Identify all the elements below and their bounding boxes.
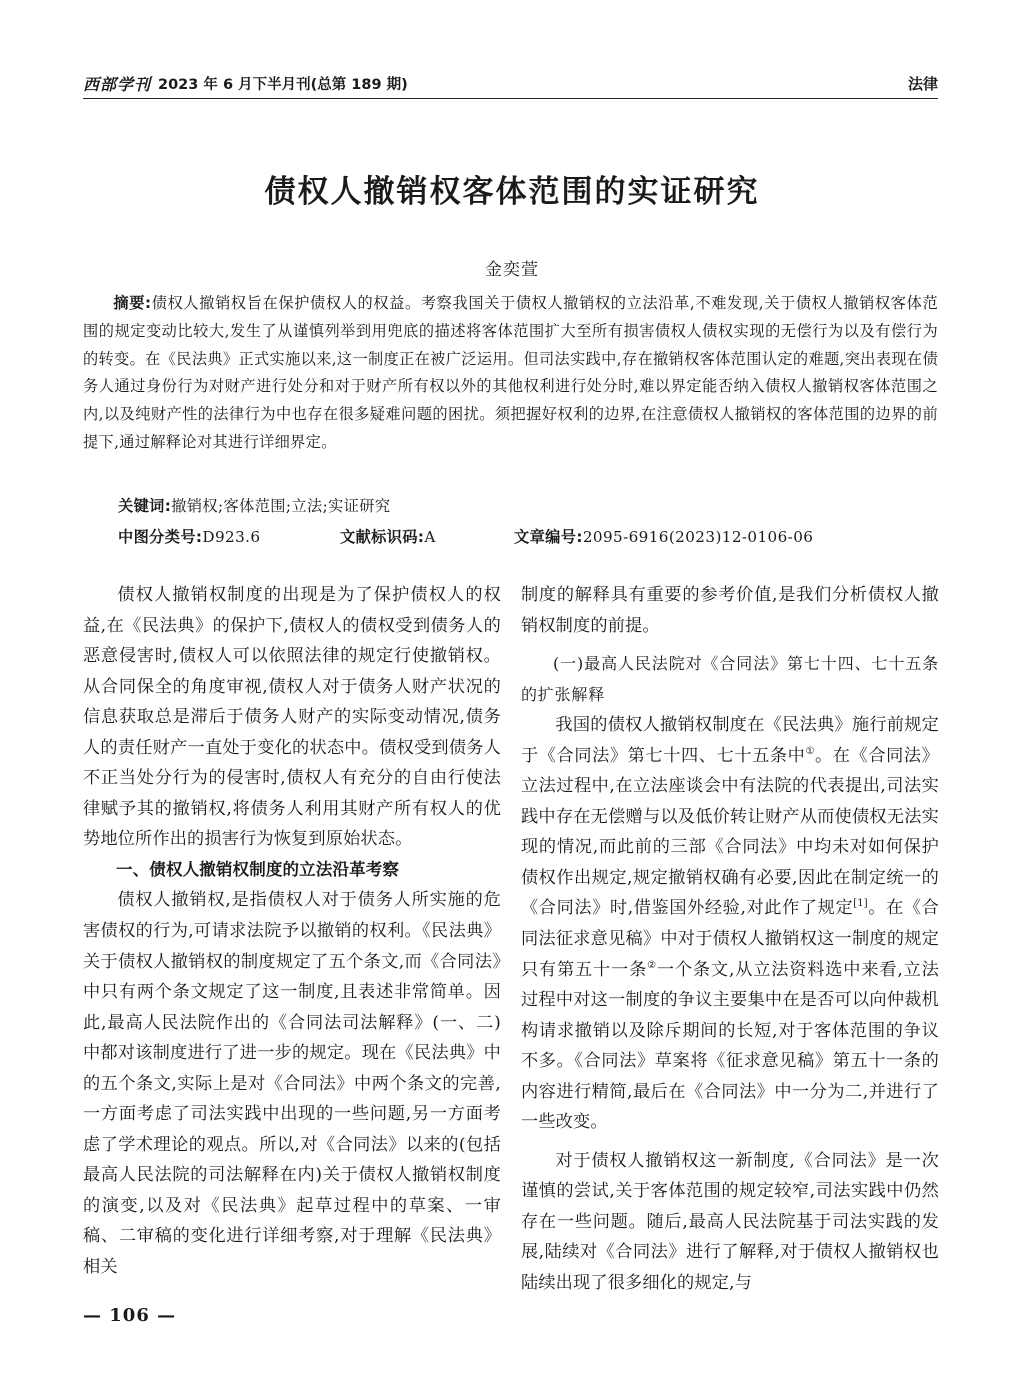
reference-marker-1: [1] (853, 898, 868, 910)
issue-info: 2023 年 6 月下半月刊(总第 189 期) (158, 77, 408, 93)
paragraph-3-text-d: 一个条文,从立法资料选中来看,立法过程中对这一制度的争议主要集中在是否可以向仲裁机构请求撤销以及除斥期间的长短,对于客体范围的争议不多。《合同法》草案将《征求意见稿》第五十一条的内容进行精简,最后在《合同法》中一分为二,并进行了一些改变。 (521, 959, 939, 1133)
classification-label: 中图分类号: (118, 528, 203, 546)
paragraph-3-text-c: 。在《合同法征求意见稿》中对于债权人撤销权这一制度的规定只有第五十一条 (521, 898, 939, 980)
classification-number (118, 525, 260, 549)
abstract-text: 债权人撤销权旨在保护债权人的权益。考察我国关于债权人撤销权的立法沿革,不难发现,关于债权人撤销权客体范围的规定变动比较大,发生了从谨慎列举到用兜底的描述将客体范围扩大至所有损害债权人债权实现的无偿行为以及有偿行为的转变。在《民法典》正式实施以来,这一制度正在被广泛运用。但司法实践中,存在撤销权客体范围认定的难题,突出表现在债务人通过身份行为对财产进行处分和对于财产所有权以外的其他权利进行处分时,难以界定能否纳入债权人撤销权客体范围之内,以及纯财产性的法律行为中也存在很多疑难问题的困扰。须把握好权利的边界,在注意债权人撤销权的客体范围的边界的前提下,通过解释论对其进行详细界定。 (83, 294, 939, 451)
body-paragraph-2: 债权人撤销权,是指债权人对于债务人所实施的危害债权的行为,可请求法院予以撤销的权利。《民法典》关于债权人撤销权的制度规定了五个条文,而《合同法》中只有两个条文规定了这一制度,且表述非常简单。因此,最高人民法院作出的《合同法司法解释》(一、二)中都对该制度进行了进一步的规定。现在《民法典》中的五个条文,实际上是对《合同法》中两个条文的完善,一方面考虑了司法实践中出现的一些问题,另一方面考虑了学术理论的观点。所以,对《合同法》以来的(包括最高人民法院的司法解释在内)关于债权人撤销权制度的演变,以及对《民法典》起草过程中的草案、一审稿、二审稿的变化进行详细考察,对于理解《民法典》相关 (83, 890, 501, 1278)
abstract-label: 摘要: (113, 294, 152, 312)
article-number-value: 2095-6916(2023)12-0106-06 (582, 528, 814, 546)
abstract (83, 290, 938, 457)
header-divider (83, 98, 938, 99)
body-paragraph-1: 债权人撤销权制度的出现是为了保护债权人的权益,在《民法典》的保护下,债权人的债权受到债务人的恶意侵害时,债权人可以依照法律的规定行使撤销权。从合同保全的角度审视,债权人对于债务人财产状况的信息获取总是滞后于债务人财产的实际变动情况,债务人的责任财产一直处于变化的状态中。债权受到债务人不正当处分行为的侵害时,债权人有充分的自由行使法律赋予其的撤销权,将债务人利用其财产所有权人的优势地位所作出的损害行为恢复到原始状态。 (83, 585, 501, 850)
paragraph-3-text-b: 。在《合同法》立法过程中,在立法座谈会中有法院的代表提出,司法实践中存在无偿赠与以及低价转让财产从而使债权无法实现的情况,而此前的三部《合同法》中均未对如何保护债权作出规定,规定撤销权确有必要,因此在制定统一的《合同法》时,借鉴国外经验,对此作了规定 (521, 745, 939, 919)
body-paragraph-2-continued: 制度的解释具有重要的参考价值,是我们分析债权人撤销权制度的前提。 (521, 585, 939, 636)
article-number-label: 文章编号: (514, 528, 583, 546)
body-right-column (521, 580, 939, 1299)
footnote-marker-1: ① (805, 745, 815, 757)
article-title: 债权人撤销权客体范围的实证研究 (264, 174, 760, 210)
keywords-text: 撤销权;客体范围;立法;实证研究 (171, 497, 391, 515)
body-left-column (83, 580, 501, 1283)
subsection-heading-1: (一)最高人民法院对《合同法》第七十四、七十五条的扩张解释 (521, 654, 939, 704)
footnote-marker-2: ② (647, 959, 657, 971)
section-label: 法律 (907, 75, 938, 93)
document-code-value: A (424, 528, 436, 546)
page-number: — 106 — (83, 1305, 177, 1326)
body-paragraph-4: 对于债权人撤销权这一新制度,《合同法》是一次谨慎的尝试,关于客体范围的规定较窄,司法实践中仍然存在一些问题。随后,最高人民法院基于司法实践的发展,陆续对《合同法》进行了解释,对于债权人撤销权也陆续出现了很多细化的规定,与 (521, 1150, 939, 1294)
classification-value: D923.6 (202, 528, 261, 546)
document-code-label: 文献标识码: (340, 528, 425, 546)
keywords (118, 494, 390, 518)
author-name: 金奕萱 (485, 260, 539, 280)
document-code (340, 525, 436, 549)
section-heading-1: 一、债权人撤销权制度的立法沿革考察 (116, 859, 400, 879)
journal-logo: 西部学刊 (83, 75, 152, 94)
running-header (83, 72, 938, 98)
body-paragraph-3 (521, 710, 939, 1138)
paragraph-3-text-a: 我国的债权人撤销权制度在《民法典》施行前规定于《合同法》第七十四、七十五条中 (521, 715, 939, 766)
keywords-label: 关键词: (118, 497, 172, 515)
article-number (514, 525, 813, 549)
